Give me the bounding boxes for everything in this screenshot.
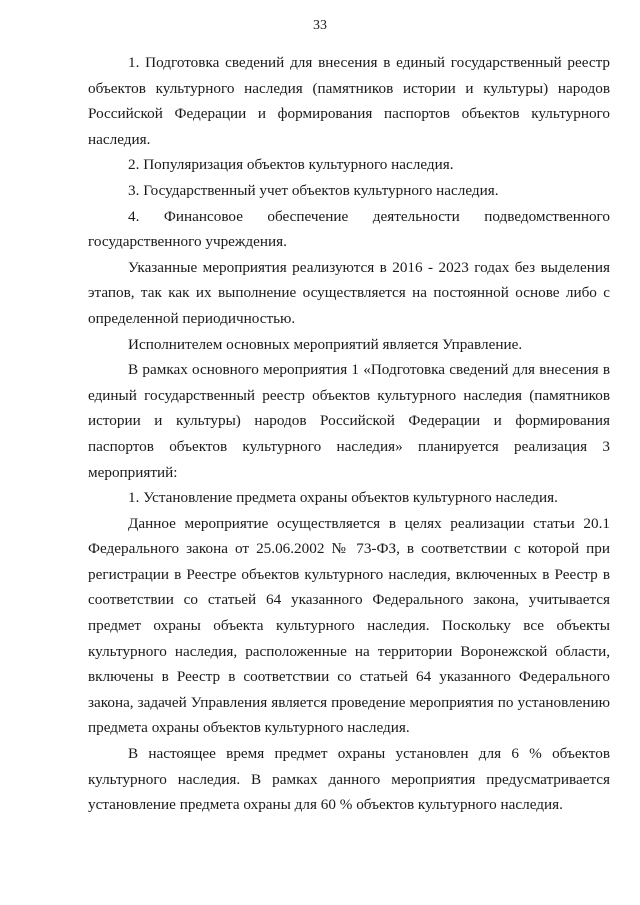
document-body [88, 50, 610, 818]
paragraph-current-status: В настоящее время предмет охраны установлен для 6 % объектов культурного наследия. В рамках данного мероприятия предусматривается установление предмета охраны для 60 % объектов культурного наследия. [88, 745, 610, 814]
paragraph-main-activity-1: В рамках основного мероприятия 1 «Подготовка сведений для внесения в единый государственный реестр объектов культурного наследия (памятников истории и культуры) народов Российской Федерации и формирования паспортов объектов культурного наследия» планируется реализация 3 мероприятий: [88, 361, 610, 481]
paragraph-subitem-1: 1. Установление предмета охраны объектов культурного наследия. [128, 489, 558, 507]
paragraph-item-2: 2. Популяризация объектов культурного наследия. [128, 156, 454, 174]
paragraph-executor: Исполнителем основных мероприятий является Управление. [128, 335, 523, 353]
paragraph-item-4: 4. Финансовое обеспечение деятельности подведомственного государственного учреждения. [88, 207, 610, 251]
paragraph-item-1: 1. Подготовка сведений для внесения в единый государственный реестр объектов культурного наследия (памятников истории и культуры) народов Российской Федерации и формирования паспортов объектов культурного наследия. [88, 54, 610, 148]
paragraph-law-description: Данное мероприятие осуществляется в целях реализации статьи 20.1 Федерального закона от 25.06.2002 № 73-ФЗ, в соответствии с которой при регистрации в Реестре объектов культурного наследия, включенных в Реестр в соответствии со статьей 64 указанного Федерального закона, учитывается предмет охраны объекта культурного наследия. Поскольку все объекты культурного наследия, расположенные на территории Воронежской области, включены в Реестр в соответствии со статьей 64 указанного Федерального закона, задачей Управления является проведение мероприятия по установлению предмета охраны объектов культурного наследия. [88, 514, 610, 737]
paragraph-implementation-period: Указанные мероприятия реализуются в 2016 - 2023 годах без выделения этапов, так как их выполнение осуществляется на постоянной основе либо с определенной периодичностью. [88, 258, 610, 327]
paragraph-item-3: 3. Государственный учет объектов культурного наследия. [128, 181, 499, 199]
page-number: 33 [313, 18, 327, 33]
